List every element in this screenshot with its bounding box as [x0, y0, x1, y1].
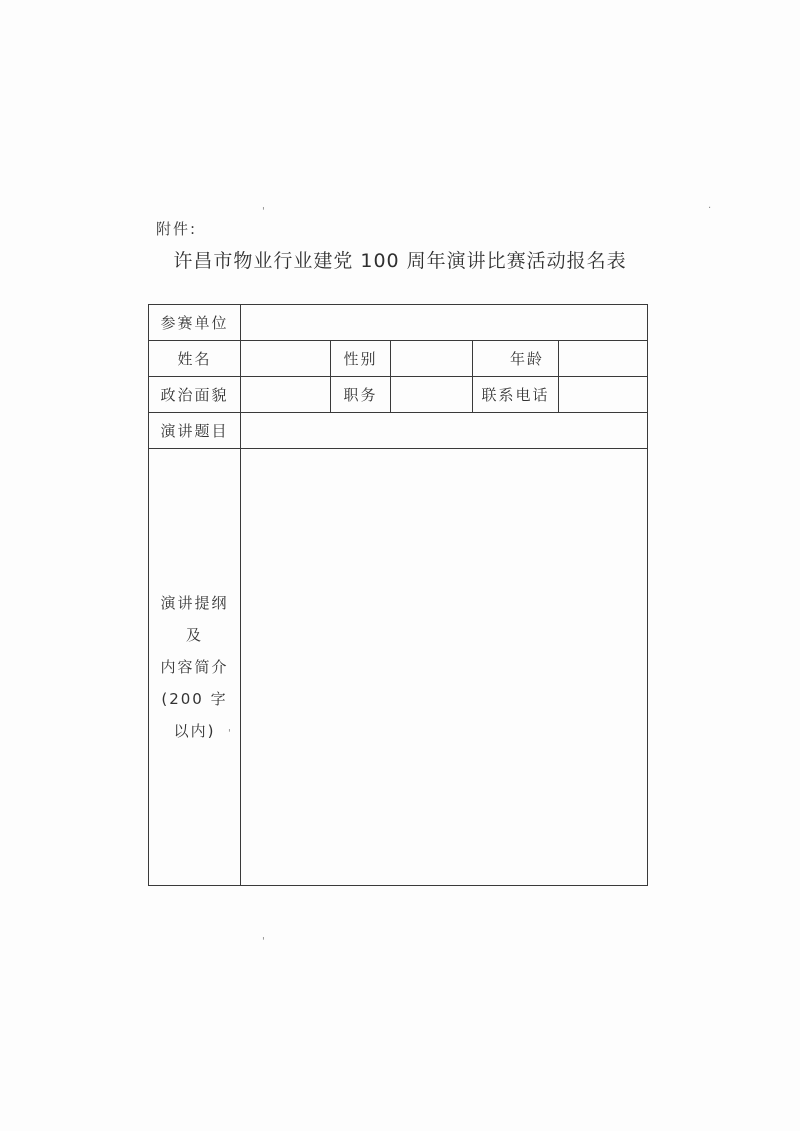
outline-label-line: 及: [185, 626, 203, 644]
outline-field[interactable]: [241, 449, 648, 886]
outline-label-line: 演讲提纲: [160, 594, 229, 612]
gender-label: 性别: [331, 341, 391, 377]
registration-form-table: [148, 304, 648, 886]
outline-label-line: (200 字: [161, 690, 228, 708]
outline-label-line: 以内): [173, 722, 216, 740]
table-row: [149, 449, 648, 886]
table-row: [149, 413, 648, 449]
scan-speck: ': [228, 728, 231, 739]
attachment-label: 附件:: [156, 220, 198, 238]
topic-field[interactable]: [241, 413, 648, 449]
phone-field[interactable]: [559, 377, 648, 413]
outline-label: [149, 449, 241, 886]
unit-field[interactable]: [241, 305, 648, 341]
outline-label-line: 内容简介: [160, 658, 229, 676]
table-row: [149, 305, 648, 341]
position-label: 职务: [331, 377, 391, 413]
scan-speck: .: [708, 200, 712, 211]
name-label: 姓名: [149, 341, 241, 377]
phone-label: 联系电话: [473, 377, 559, 413]
scan-speck: ': [262, 206, 265, 217]
political-status-label: 政治面貌: [149, 377, 241, 413]
form-title: 许昌市物业行业建党 100 周年演讲比赛活动报名表: [173, 250, 627, 272]
age-label: 年龄: [473, 341, 559, 377]
age-field[interactable]: [559, 341, 648, 377]
scan-speck: ': [262, 936, 265, 947]
table-row: [149, 377, 648, 413]
position-field[interactable]: [391, 377, 473, 413]
table-row: [149, 341, 648, 377]
gender-field[interactable]: [391, 341, 473, 377]
unit-label: 参赛单位: [149, 305, 241, 341]
political-status-field[interactable]: [241, 377, 331, 413]
topic-label: 演讲题目: [149, 413, 241, 449]
name-field[interactable]: [241, 341, 331, 377]
